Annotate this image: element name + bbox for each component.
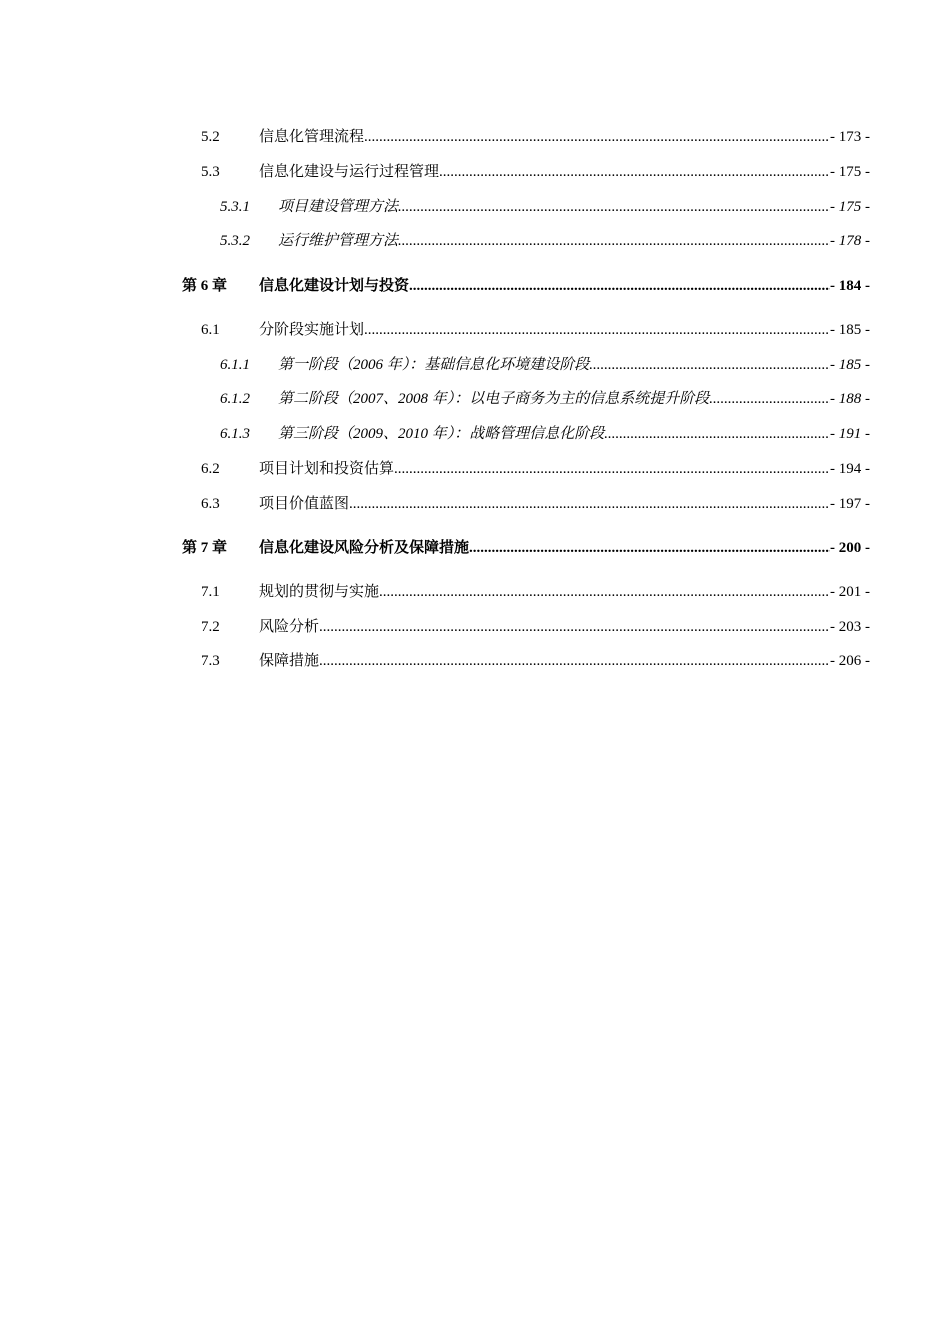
toc-entry-6-1-3[interactable] <box>220 424 870 444</box>
toc-number: 第 7 章 <box>182 540 228 556</box>
toc-title: 项目计划和投资估算 <box>259 461 395 477</box>
toc-entry-5-2[interactable] <box>201 127 870 147</box>
toc-leader-dots <box>439 162 830 182</box>
toc-leader-dots <box>364 127 830 147</box>
toc-page-number: - 191 - <box>830 426 870 442</box>
toc-entry-5-3-2[interactable] <box>220 231 870 251</box>
toc-page-number: - 185 - <box>830 322 870 338</box>
toc-number: 6.1 <box>201 322 220 338</box>
toc-leader-dots <box>319 651 830 671</box>
toc-title: 规划的贯彻与实施 <box>259 584 380 600</box>
toc-entry-7-2[interactable] <box>201 617 870 637</box>
toc-leader-dots <box>349 494 830 514</box>
toc-title: 信息化建设与运行过程管理 <box>259 164 440 180</box>
toc-number: 7.1 <box>201 584 220 600</box>
toc-entry-7-1[interactable] <box>201 582 870 602</box>
toc-page-number: - 203 - <box>830 619 870 635</box>
toc-leader-dots <box>379 582 830 602</box>
toc-title: 信息化建设计划与投资 <box>259 278 410 294</box>
toc-number: 6.3 <box>201 496 220 512</box>
toc-page-number: - 175 - <box>830 199 870 215</box>
toc-number: 6.1.2 <box>220 391 250 407</box>
toc-entry-6-1[interactable] <box>201 320 870 340</box>
toc-number: 6.2 <box>201 461 220 477</box>
toc-title: 保障措施 <box>259 653 320 669</box>
toc-leader-dots <box>469 538 830 558</box>
toc-leader-dots <box>319 617 830 637</box>
toc-page-number: - 178 - <box>830 233 870 249</box>
toc-number: 6.1.3 <box>220 426 250 442</box>
toc-title: 信息化建设风险分析及保障措施 <box>259 540 470 556</box>
toc-entry-6-1-2[interactable] <box>220 389 870 409</box>
toc-number: 5.2 <box>201 129 220 145</box>
toc-leader-dots <box>394 459 830 479</box>
toc-number: 7.3 <box>201 653 220 669</box>
toc-number: 第 6 章 <box>182 278 228 294</box>
toc-page-number: - 188 - <box>830 391 870 407</box>
toc-entry-chapter-6[interactable] <box>182 276 870 296</box>
toc-leader-dots <box>398 231 830 251</box>
toc-entry-chapter-7[interactable] <box>182 538 870 558</box>
toc-leader-dots <box>364 320 830 340</box>
toc-entry-5-3[interactable] <box>201 162 870 182</box>
toc-leader-dots <box>398 197 830 217</box>
toc-entry-6-3[interactable] <box>201 494 870 514</box>
toc-title: 分阶段实施计划 <box>259 322 365 338</box>
toc-leader-dots <box>409 276 830 296</box>
toc-page-number: - 206 - <box>830 653 870 669</box>
toc-page-number: - 201 - <box>830 584 870 600</box>
toc-title: 风险分析 <box>259 619 320 635</box>
toc-number: 5.3.1 <box>220 199 250 215</box>
toc-page-number: - 197 - <box>830 496 870 512</box>
toc-number: 7.2 <box>201 619 220 635</box>
toc-page-number: - 185 - <box>830 357 870 373</box>
toc-page-number: - 175 - <box>830 164 870 180</box>
toc-number: 5.3.2 <box>220 233 250 249</box>
toc-entry-7-3[interactable] <box>201 651 870 671</box>
toc-page-number: - 173 - <box>830 129 870 145</box>
toc-page-number: - 184 - <box>830 278 870 294</box>
toc-entry-5-3-1[interactable] <box>220 197 870 217</box>
toc-title: 第二阶段（2007、2008 年）：以电子商务为主的信息系统提升阶段 <box>278 391 710 407</box>
toc-leader-dots <box>604 424 830 444</box>
toc-title: 第三阶段（2009、2010 年）：战略管理信息化阶段 <box>278 426 605 442</box>
toc-title: 第一阶段（2006 年）：基础信息化环境建设阶段 <box>278 357 590 373</box>
toc-page-number: - 200 - <box>830 540 870 556</box>
toc-number: 5.3 <box>201 164 220 180</box>
toc-title: 项目建设管理方法 <box>278 199 399 215</box>
toc-entry-6-1-1[interactable] <box>220 355 870 375</box>
toc-number: 6.1.1 <box>220 357 250 373</box>
toc-leader-dots <box>589 355 830 375</box>
toc-title: 信息化管理流程 <box>259 129 365 145</box>
toc-title: 运行维护管理方法 <box>278 233 399 249</box>
toc-page-number: - 194 - <box>830 461 870 477</box>
toc-entry-6-2[interactable] <box>201 459 870 479</box>
toc-title: 项目价值蓝图 <box>259 496 350 512</box>
toc-leader-dots <box>709 389 830 409</box>
